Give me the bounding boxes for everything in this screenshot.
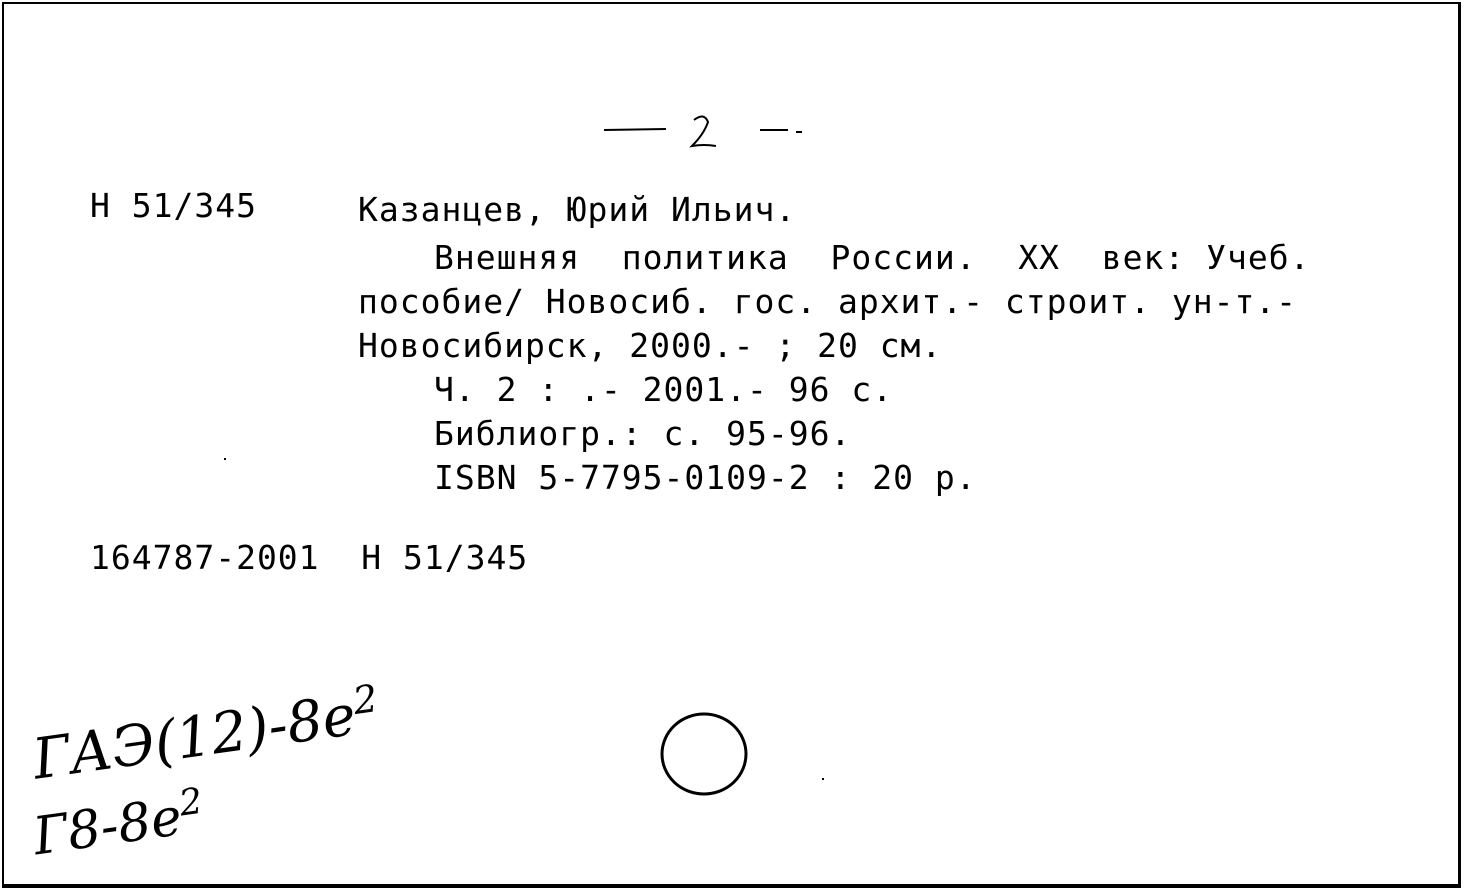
- handwritten-code-1-sup: 2: [350, 676, 381, 724]
- author-heading: Казанцев, Юрий Ильич.: [358, 190, 797, 229]
- punch-hole-icon: [656, 708, 752, 800]
- handwritten-code-1: [28, 676, 383, 793]
- title-line-2: пособие/ Новосиб. гос. архит.- строит. ун-т.-: [358, 282, 1298, 321]
- part-line: Ч. 2 : .- 2001.- 96 с.: [434, 370, 894, 409]
- bibliography-note: Библиогр.: с. 95-96.: [434, 414, 852, 453]
- handwritten-code-2: [29, 781, 208, 868]
- inventory-number: 164787-2001 Н 51/345: [90, 538, 529, 577]
- scan-speck: [822, 778, 824, 780]
- handwritten-code-1-text: ГАЭ(12)-8e: [28, 683, 360, 793]
- handwritten-code-2-sup: 2: [176, 780, 206, 825]
- title-line-3: Новосибирск, 2000.- ; 20 см.: [358, 326, 943, 365]
- shelf-mark: Н 51/345: [90, 186, 257, 225]
- isbn-line: ISBN 5-7795-0109-2 : 20 р.: [434, 458, 977, 497]
- catalog-card: [2, 2, 1461, 888]
- scan-speck: [224, 458, 226, 460]
- page-number-mark: [592, 102, 812, 152]
- title-line-1: Внешняя политика России. XX век: Учеб.: [434, 238, 1311, 277]
- handwritten-code-2-text: Г8-8e: [29, 787, 186, 868]
